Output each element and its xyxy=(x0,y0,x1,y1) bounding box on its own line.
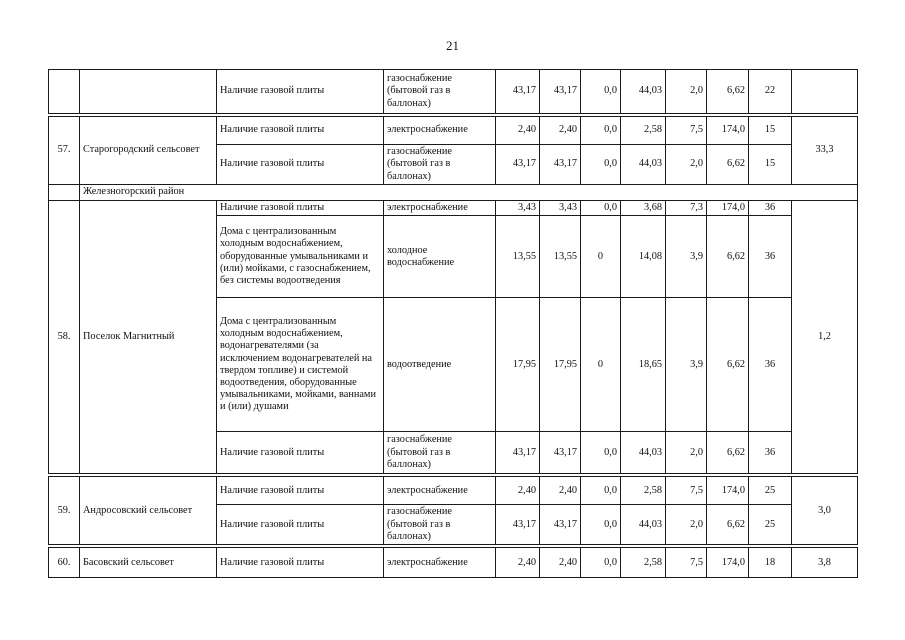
row-number-cell: 58. xyxy=(49,201,80,474)
value-cell: 43,17 xyxy=(496,505,540,545)
value-cell: 43,17 xyxy=(496,145,540,185)
tariff-table xyxy=(48,69,858,578)
value-cell: 6,62 xyxy=(707,70,749,114)
value-cell: 13,55 xyxy=(496,216,540,298)
settlement-cell: Андросовский сельсовет xyxy=(80,477,217,545)
total-cell: 3,8 xyxy=(792,548,858,578)
value-cell: 7,5 xyxy=(666,477,707,505)
table-row xyxy=(49,477,858,505)
value-cell: 2,40 xyxy=(540,477,581,505)
value-cell: 36 xyxy=(749,298,792,432)
district-title: Железногорский район xyxy=(80,185,858,201)
criteria-cell: Наличие газовой плиты xyxy=(217,432,384,474)
settlement-cell: Басовский сельсовет xyxy=(80,548,217,578)
value-cell: 2,40 xyxy=(496,117,540,145)
value-cell: 2,40 xyxy=(540,117,581,145)
criteria-cell: Дома с централизованным холодным водоснабжением, водонагревателями (за исключением водонагревателей на твердом топливе) и системой водоотведения, оборудованные умывальниками, мойками, ваннами и (или) душами xyxy=(217,298,384,432)
value-cell: 2,40 xyxy=(540,548,581,578)
value-cell: 44,03 xyxy=(621,70,666,114)
settlement-cell xyxy=(80,70,217,114)
service-cell: газоснабжение (бытовой газ в баллонах) xyxy=(384,145,496,185)
value-cell: 3,43 xyxy=(540,201,581,216)
table-row xyxy=(49,70,858,114)
value-cell: 3,9 xyxy=(666,216,707,298)
value-cell: 3,43 xyxy=(496,201,540,216)
value-cell: 3,68 xyxy=(621,201,666,216)
district-row xyxy=(49,185,858,201)
value-cell: 2,58 xyxy=(621,548,666,578)
value-cell: 0 xyxy=(581,298,621,432)
value-cell: 13,55 xyxy=(540,216,581,298)
total-cell: 3,0 xyxy=(792,477,858,545)
page-number: 21 xyxy=(446,38,459,53)
criteria-cell: Наличие газовой плиты xyxy=(217,548,384,578)
value-cell: 18,65 xyxy=(621,298,666,432)
settlement-cell: Старогородский сельсовет xyxy=(80,117,217,185)
value-cell: 43,17 xyxy=(540,145,581,185)
value-cell: 15 xyxy=(749,145,792,185)
criteria-cell: Наличие газовой плиты xyxy=(217,70,384,114)
value-cell: 0,0 xyxy=(581,201,621,216)
value-cell: 0,0 xyxy=(581,477,621,505)
value-cell: 7,5 xyxy=(666,548,707,578)
service-cell: электроснабжение xyxy=(384,548,496,578)
service-cell: газоснабжение (бытовой газ в баллонах) xyxy=(384,70,496,114)
service-cell: электроснабжение xyxy=(384,201,496,216)
value-cell: 0,0 xyxy=(581,70,621,114)
value-cell: 36 xyxy=(749,216,792,298)
value-cell: 2,58 xyxy=(621,117,666,145)
total-cell: 1,2 xyxy=(792,201,858,474)
value-cell: 25 xyxy=(749,477,792,505)
criteria-cell: Наличие газовой плиты xyxy=(217,201,384,216)
service-cell: электроснабжение xyxy=(384,117,496,145)
value-cell: 2,40 xyxy=(496,477,540,505)
criteria-cell: Наличие газовой плиты xyxy=(217,505,384,545)
value-cell: 44,03 xyxy=(621,432,666,474)
value-cell: 2,40 xyxy=(496,548,540,578)
value-cell: 43,17 xyxy=(496,70,540,114)
service-cell: газоснабжение (бытовой газ в баллонах) xyxy=(384,505,496,545)
table-row xyxy=(49,201,858,216)
value-cell: 174,0 xyxy=(707,548,749,578)
value-cell: 0,0 xyxy=(581,145,621,185)
value-cell: 6,62 xyxy=(707,505,749,545)
value-cell: 43,17 xyxy=(540,432,581,474)
row-number-cell: 57. xyxy=(49,117,80,185)
value-cell: 3,9 xyxy=(666,298,707,432)
value-cell: 2,0 xyxy=(666,145,707,185)
value-cell: 36 xyxy=(749,201,792,216)
value-cell: 15 xyxy=(749,117,792,145)
value-cell: 17,95 xyxy=(496,298,540,432)
table-row xyxy=(49,548,858,578)
criteria-cell: Наличие газовой плиты xyxy=(217,145,384,185)
value-cell: 174,0 xyxy=(707,117,749,145)
value-cell: 0 xyxy=(581,216,621,298)
table-row xyxy=(49,117,858,145)
value-cell: 7,5 xyxy=(666,117,707,145)
value-cell: 22 xyxy=(749,70,792,114)
criteria-cell: Дома с централизованным холодным водоснабжением, оборудованные умывальниками и (или) мойками, с газоснабжением, без системы водоотведения xyxy=(217,216,384,298)
value-cell: 14,08 xyxy=(621,216,666,298)
value-cell: 17,95 xyxy=(540,298,581,432)
value-cell: 43,17 xyxy=(496,432,540,474)
value-cell: 6,62 xyxy=(707,432,749,474)
total-cell xyxy=(792,70,858,114)
service-cell: газоснабжение (бытовой газ в баллонах) xyxy=(384,432,496,474)
service-cell: водоотведение xyxy=(384,298,496,432)
row-number-cell xyxy=(49,185,80,201)
value-cell: 0,0 xyxy=(581,505,621,545)
value-cell: 174,0 xyxy=(707,201,749,216)
value-cell: 6,62 xyxy=(707,145,749,185)
value-cell: 2,58 xyxy=(621,477,666,505)
value-cell: 43,17 xyxy=(540,505,581,545)
value-cell: 0,0 xyxy=(581,432,621,474)
service-cell: холодное водоснабжение xyxy=(384,216,496,298)
total-cell: 33,3 xyxy=(792,117,858,185)
value-cell: 174,0 xyxy=(707,477,749,505)
service-cell: электроснабжение xyxy=(384,477,496,505)
row-number-cell xyxy=(49,70,80,114)
value-cell: 36 xyxy=(749,432,792,474)
value-cell: 0,0 xyxy=(581,117,621,145)
settlement-cell: Поселок Магнитный xyxy=(80,201,217,474)
row-number-cell: 60. xyxy=(49,548,80,578)
value-cell: 18 xyxy=(749,548,792,578)
value-cell: 25 xyxy=(749,505,792,545)
value-cell: 2,0 xyxy=(666,70,707,114)
value-cell: 43,17 xyxy=(540,70,581,114)
value-cell: 2,0 xyxy=(666,505,707,545)
row-number-cell: 59. xyxy=(49,477,80,545)
value-cell: 6,62 xyxy=(707,298,749,432)
value-cell: 0,0 xyxy=(581,548,621,578)
value-cell: 44,03 xyxy=(621,145,666,185)
criteria-cell: Наличие газовой плиты xyxy=(217,117,384,145)
value-cell: 2,0 xyxy=(666,432,707,474)
value-cell: 44,03 xyxy=(621,505,666,545)
value-cell: 6,62 xyxy=(707,216,749,298)
criteria-cell: Наличие газовой плиты xyxy=(217,477,384,505)
value-cell: 7,3 xyxy=(666,201,707,216)
